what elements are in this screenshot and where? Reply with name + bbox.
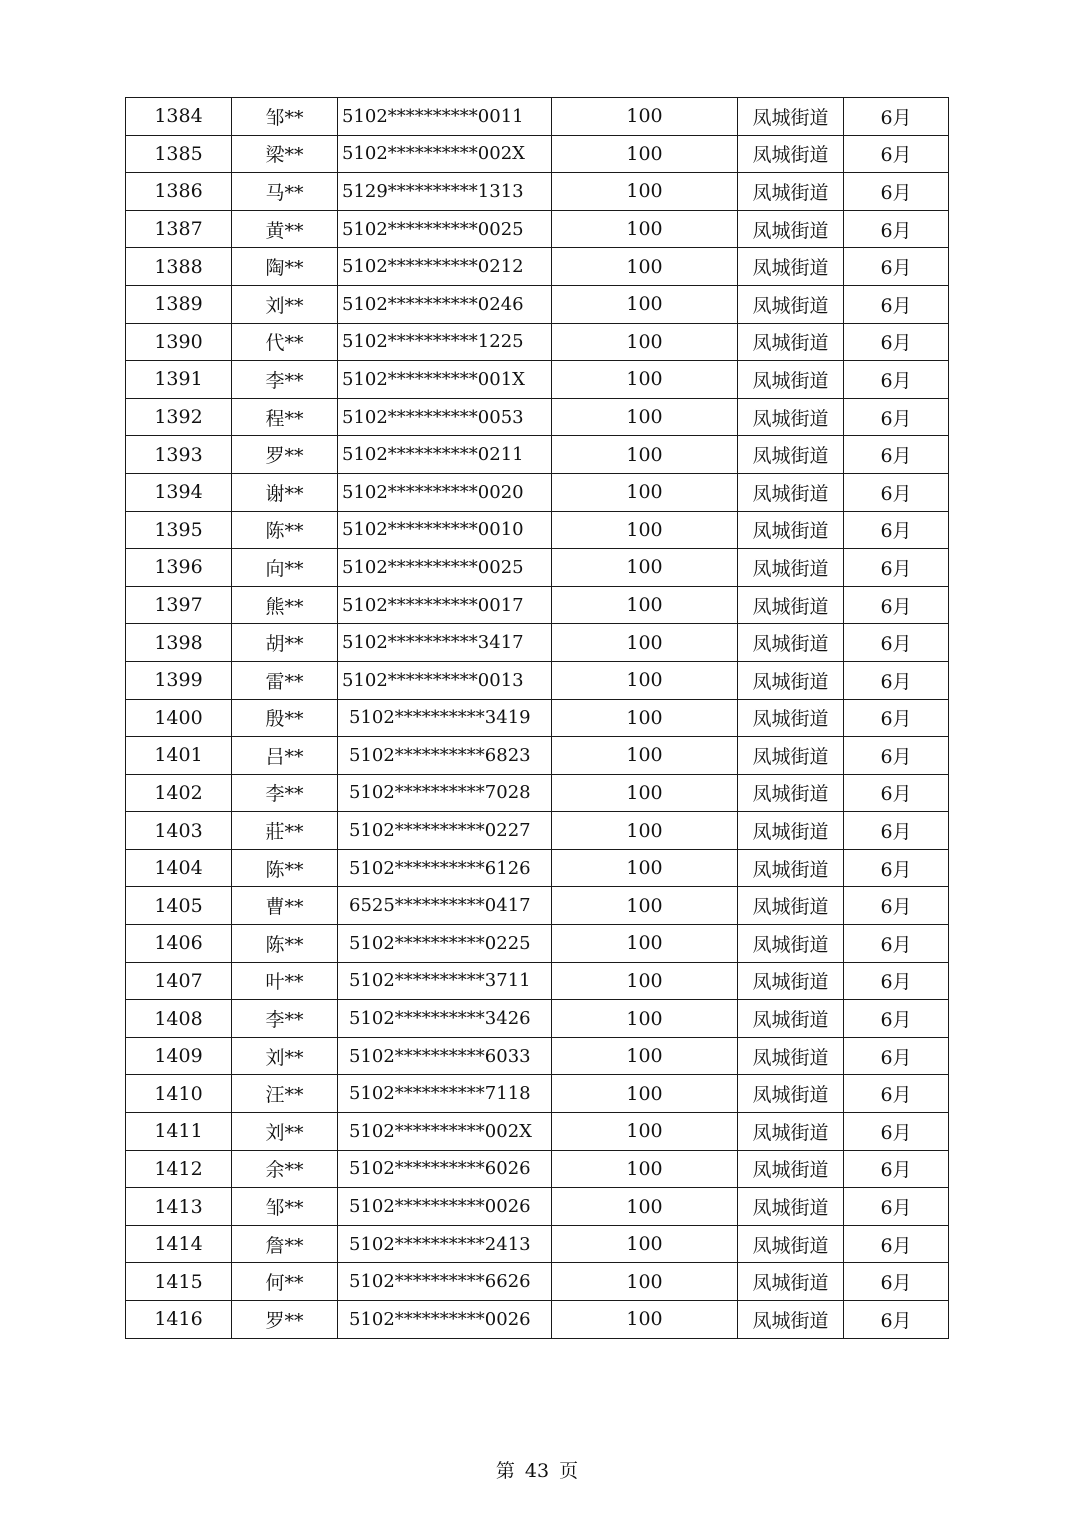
amount-cell: 100 <box>552 624 738 662</box>
page-number: 第 43 页 <box>495 1460 579 1482</box>
street-cell: 凤城街道 <box>738 98 844 136</box>
id-number-cell: 5102**********6033 <box>338 1037 552 1075</box>
street-cell: 凤城街道 <box>738 1188 844 1226</box>
month-cell: 6月 <box>844 1188 949 1226</box>
amount-cell: 100 <box>552 1113 738 1151</box>
amount-cell: 100 <box>552 98 738 136</box>
amount-cell: 100 <box>552 1150 738 1188</box>
serial-number-cell: 1392 <box>126 398 232 436</box>
month-cell: 6月 <box>844 135 949 173</box>
table-row <box>126 887 949 925</box>
name-cell: 刘** <box>232 285 338 323</box>
amount-cell: 100 <box>552 398 738 436</box>
name-cell: 殷** <box>232 699 338 737</box>
amount-cell: 100 <box>552 1263 738 1301</box>
month-cell: 6月 <box>844 1000 949 1038</box>
name-cell: 陈** <box>232 849 338 887</box>
street-cell: 凤城街道 <box>738 586 844 624</box>
street-cell: 凤城街道 <box>738 1113 844 1151</box>
table-row <box>126 1225 949 1263</box>
table-row <box>126 661 949 699</box>
amount-cell: 100 <box>552 887 738 925</box>
month-cell: 6月 <box>844 1150 949 1188</box>
amount-cell: 100 <box>552 962 738 1000</box>
month-cell: 6月 <box>844 173 949 211</box>
table-row <box>126 436 949 474</box>
month-cell: 6月 <box>844 1113 949 1151</box>
table-row <box>126 361 949 399</box>
street-cell: 凤城街道 <box>738 511 844 549</box>
serial-number-cell: 1395 <box>126 511 232 549</box>
table-row <box>126 1000 949 1038</box>
amount-cell: 100 <box>552 210 738 248</box>
month-cell: 6月 <box>844 624 949 662</box>
serial-number-cell: 1402 <box>126 774 232 812</box>
street-cell: 凤城街道 <box>738 210 844 248</box>
name-cell: 代** <box>232 323 338 361</box>
name-cell: 何** <box>232 1263 338 1301</box>
serial-number-cell: 1401 <box>126 737 232 775</box>
serial-number-cell: 1389 <box>126 285 232 323</box>
street-cell: 凤城街道 <box>738 398 844 436</box>
street-cell: 凤城街道 <box>738 248 844 286</box>
month-cell: 6月 <box>844 511 949 549</box>
table-row <box>126 849 949 887</box>
id-number-cell: 5102**********0026 <box>338 1188 552 1226</box>
month-cell: 6月 <box>844 661 949 699</box>
street-cell: 凤城街道 <box>738 661 844 699</box>
table-row <box>126 473 949 511</box>
serial-number-cell: 1386 <box>126 173 232 211</box>
amount-cell: 100 <box>552 1301 738 1339</box>
id-number-cell: 5102**********001X <box>338 361 552 399</box>
street-cell: 凤城街道 <box>738 549 844 587</box>
amount-cell: 100 <box>552 925 738 963</box>
table-row <box>126 1150 949 1188</box>
serial-number-cell: 1397 <box>126 586 232 624</box>
name-cell: 马** <box>232 173 338 211</box>
name-cell: 刘** <box>232 1037 338 1075</box>
month-cell: 6月 <box>844 774 949 812</box>
amount-cell: 100 <box>552 549 738 587</box>
id-number-cell: 5102**********0246 <box>338 285 552 323</box>
month-cell: 6月 <box>844 1225 949 1263</box>
month-cell: 6月 <box>844 473 949 511</box>
id-number-cell: 5102**********3426 <box>338 1000 552 1038</box>
id-number-cell: 5102**********0025 <box>338 210 552 248</box>
month-cell: 6月 <box>844 1075 949 1113</box>
serial-number-cell: 1394 <box>126 473 232 511</box>
serial-number-cell: 1403 <box>126 812 232 850</box>
id-number-cell: 5102**********3417 <box>338 624 552 662</box>
serial-number-cell: 1408 <box>126 1000 232 1038</box>
amount-cell: 100 <box>552 1000 738 1038</box>
name-cell: 向** <box>232 549 338 587</box>
amount-cell: 100 <box>552 812 738 850</box>
name-cell: 谢** <box>232 473 338 511</box>
street-cell: 凤城街道 <box>738 1037 844 1075</box>
month-cell: 6月 <box>844 1263 949 1301</box>
amount-cell: 100 <box>552 285 738 323</box>
month-cell: 6月 <box>844 549 949 587</box>
month-cell: 6月 <box>844 1301 949 1339</box>
name-cell: 刘** <box>232 1113 338 1151</box>
table-row <box>126 285 949 323</box>
name-cell: 胡** <box>232 624 338 662</box>
amount-cell: 100 <box>552 436 738 474</box>
table-row <box>126 210 949 248</box>
amount-cell: 100 <box>552 473 738 511</box>
month-cell: 6月 <box>844 398 949 436</box>
street-cell: 凤城街道 <box>738 887 844 925</box>
table-row <box>126 586 949 624</box>
month-cell: 6月 <box>844 925 949 963</box>
serial-number-cell: 1413 <box>126 1188 232 1226</box>
table-row <box>126 511 949 549</box>
id-number-cell: 5102**********6626 <box>338 1263 552 1301</box>
serial-number-cell: 1396 <box>126 549 232 587</box>
table-row <box>126 925 949 963</box>
id-number-cell: 5102**********0225 <box>338 925 552 963</box>
street-cell: 凤城街道 <box>738 436 844 474</box>
month-cell: 6月 <box>844 1037 949 1075</box>
month-cell: 6月 <box>844 849 949 887</box>
amount-cell: 100 <box>552 586 738 624</box>
street-cell: 凤城街道 <box>738 774 844 812</box>
month-cell: 6月 <box>844 887 949 925</box>
id-number-cell: 5102**********0011 <box>338 98 552 136</box>
id-number-cell: 5102**********0026 <box>338 1301 552 1339</box>
serial-number-cell: 1399 <box>126 661 232 699</box>
table-row <box>126 1075 949 1113</box>
name-cell: 熊** <box>232 586 338 624</box>
month-cell: 6月 <box>844 586 949 624</box>
id-number-cell: 5102**********0020 <box>338 473 552 511</box>
table-row <box>126 812 949 850</box>
record-table-body <box>126 98 949 1339</box>
name-cell: 陶** <box>232 248 338 286</box>
table-row <box>126 1113 949 1151</box>
amount-cell: 100 <box>552 1037 738 1075</box>
id-number-cell: 5102**********0211 <box>338 436 552 474</box>
street-cell: 凤城街道 <box>738 1225 844 1263</box>
table-row <box>126 699 949 737</box>
table-row <box>126 737 949 775</box>
serial-number-cell: 1388 <box>126 248 232 286</box>
id-number-cell: 5102**********0212 <box>338 248 552 286</box>
table-row <box>126 624 949 662</box>
table-row <box>126 1263 949 1301</box>
amount-cell: 100 <box>552 849 738 887</box>
serial-number-cell: 1414 <box>126 1225 232 1263</box>
street-cell: 凤城街道 <box>738 624 844 662</box>
table-row <box>126 398 949 436</box>
id-number-cell: 5102**********002X <box>338 135 552 173</box>
id-number-cell: 5102**********7118 <box>338 1075 552 1113</box>
street-cell: 凤城街道 <box>738 1301 844 1339</box>
id-number-cell: 5102**********6126 <box>338 849 552 887</box>
serial-number-cell: 1415 <box>126 1263 232 1301</box>
name-cell: 莊** <box>232 812 338 850</box>
record-table <box>125 97 949 1339</box>
name-cell: 李** <box>232 1000 338 1038</box>
id-number-cell: 5102**********0227 <box>338 812 552 850</box>
id-number-cell: 5102**********6026 <box>338 1150 552 1188</box>
street-cell: 凤城街道 <box>738 1000 844 1038</box>
amount-cell: 100 <box>552 1225 738 1263</box>
name-cell: 罗** <box>232 436 338 474</box>
table-row <box>126 1037 949 1075</box>
id-number-cell: 5102**********7028 <box>338 774 552 812</box>
serial-number-cell: 1407 <box>126 962 232 1000</box>
table-row <box>126 1188 949 1226</box>
street-cell: 凤城街道 <box>738 285 844 323</box>
serial-number-cell: 1406 <box>126 925 232 963</box>
month-cell: 6月 <box>844 436 949 474</box>
name-cell: 陈** <box>232 511 338 549</box>
month-cell: 6月 <box>844 737 949 775</box>
serial-number-cell: 1400 <box>126 699 232 737</box>
amount-cell: 100 <box>552 1075 738 1113</box>
month-cell: 6月 <box>844 248 949 286</box>
name-cell: 程** <box>232 398 338 436</box>
serial-number-cell: 1391 <box>126 361 232 399</box>
table-row <box>126 323 949 361</box>
name-cell: 曹** <box>232 887 338 925</box>
amount-cell: 100 <box>552 1188 738 1226</box>
id-number-cell: 5102**********0013 <box>338 661 552 699</box>
name-cell: 梁** <box>232 135 338 173</box>
table-row <box>126 1301 949 1339</box>
street-cell: 凤城街道 <box>738 361 844 399</box>
name-cell: 汪** <box>232 1075 338 1113</box>
id-number-cell: 5102**********3711 <box>338 962 552 1000</box>
name-cell: 李** <box>232 774 338 812</box>
serial-number-cell: 1404 <box>126 849 232 887</box>
month-cell: 6月 <box>844 210 949 248</box>
serial-number-cell: 1412 <box>126 1150 232 1188</box>
table-row <box>126 774 949 812</box>
table-row <box>126 135 949 173</box>
street-cell: 凤城街道 <box>738 737 844 775</box>
name-cell: 吕** <box>232 737 338 775</box>
amount-cell: 100 <box>552 661 738 699</box>
serial-number-cell: 1398 <box>126 624 232 662</box>
serial-number-cell: 1384 <box>126 98 232 136</box>
street-cell: 凤城街道 <box>738 849 844 887</box>
name-cell: 詹** <box>232 1225 338 1263</box>
street-cell: 凤城街道 <box>738 323 844 361</box>
table-row <box>126 173 949 211</box>
name-cell: 邹** <box>232 1188 338 1226</box>
amount-cell: 100 <box>552 774 738 812</box>
serial-number-cell: 1385 <box>126 135 232 173</box>
amount-cell: 100 <box>552 135 738 173</box>
id-number-cell: 5102**********002X <box>338 1113 552 1151</box>
name-cell: 陈** <box>232 925 338 963</box>
name-cell: 罗** <box>232 1301 338 1339</box>
street-cell: 凤城街道 <box>738 1075 844 1113</box>
street-cell: 凤城街道 <box>738 962 844 1000</box>
id-number-cell: 5102**********1225 <box>338 323 552 361</box>
id-number-cell: 5102**********6823 <box>338 737 552 775</box>
table-row <box>126 98 949 136</box>
serial-number-cell: 1393 <box>126 436 232 474</box>
id-number-cell: 5102**********0010 <box>338 511 552 549</box>
amount-cell: 100 <box>552 511 738 549</box>
street-cell: 凤城街道 <box>738 135 844 173</box>
amount-cell: 100 <box>552 737 738 775</box>
name-cell: 余** <box>232 1150 338 1188</box>
name-cell: 雷** <box>232 661 338 699</box>
serial-number-cell: 1390 <box>126 323 232 361</box>
id-number-cell: 5102**********0053 <box>338 398 552 436</box>
id-number-cell: 5102**********0025 <box>338 549 552 587</box>
month-cell: 6月 <box>844 812 949 850</box>
id-number-cell: 5102**********3419 <box>338 699 552 737</box>
month-cell: 6月 <box>844 285 949 323</box>
month-cell: 6月 <box>844 962 949 1000</box>
id-number-cell: 6525**********0417 <box>338 887 552 925</box>
serial-number-cell: 1409 <box>126 1037 232 1075</box>
amount-cell: 100 <box>552 361 738 399</box>
month-cell: 6月 <box>844 323 949 361</box>
amount-cell: 100 <box>552 248 738 286</box>
serial-number-cell: 1405 <box>126 887 232 925</box>
month-cell: 6月 <box>844 699 949 737</box>
street-cell: 凤城街道 <box>738 699 844 737</box>
serial-number-cell: 1410 <box>126 1075 232 1113</box>
amount-cell: 100 <box>552 173 738 211</box>
street-cell: 凤城街道 <box>738 1150 844 1188</box>
id-number-cell: 5102**********2413 <box>338 1225 552 1263</box>
serial-number-cell: 1411 <box>126 1113 232 1151</box>
street-cell: 凤城街道 <box>738 1263 844 1301</box>
amount-cell: 100 <box>552 323 738 361</box>
name-cell: 叶** <box>232 962 338 1000</box>
serial-number-cell: 1416 <box>126 1301 232 1339</box>
table-row <box>126 962 949 1000</box>
table-row <box>126 248 949 286</box>
street-cell: 凤城街道 <box>738 473 844 511</box>
table-row <box>126 549 949 587</box>
name-cell: 黄** <box>232 210 338 248</box>
street-cell: 凤城街道 <box>738 925 844 963</box>
amount-cell: 100 <box>552 699 738 737</box>
street-cell: 凤城街道 <box>738 173 844 211</box>
id-number-cell: 5129**********1313 <box>338 173 552 211</box>
name-cell: 李** <box>232 361 338 399</box>
street-cell: 凤城街道 <box>738 812 844 850</box>
id-number-cell: 5102**********0017 <box>338 586 552 624</box>
name-cell: 邹** <box>232 98 338 136</box>
month-cell: 6月 <box>844 98 949 136</box>
serial-number-cell: 1387 <box>126 210 232 248</box>
month-cell: 6月 <box>844 361 949 399</box>
